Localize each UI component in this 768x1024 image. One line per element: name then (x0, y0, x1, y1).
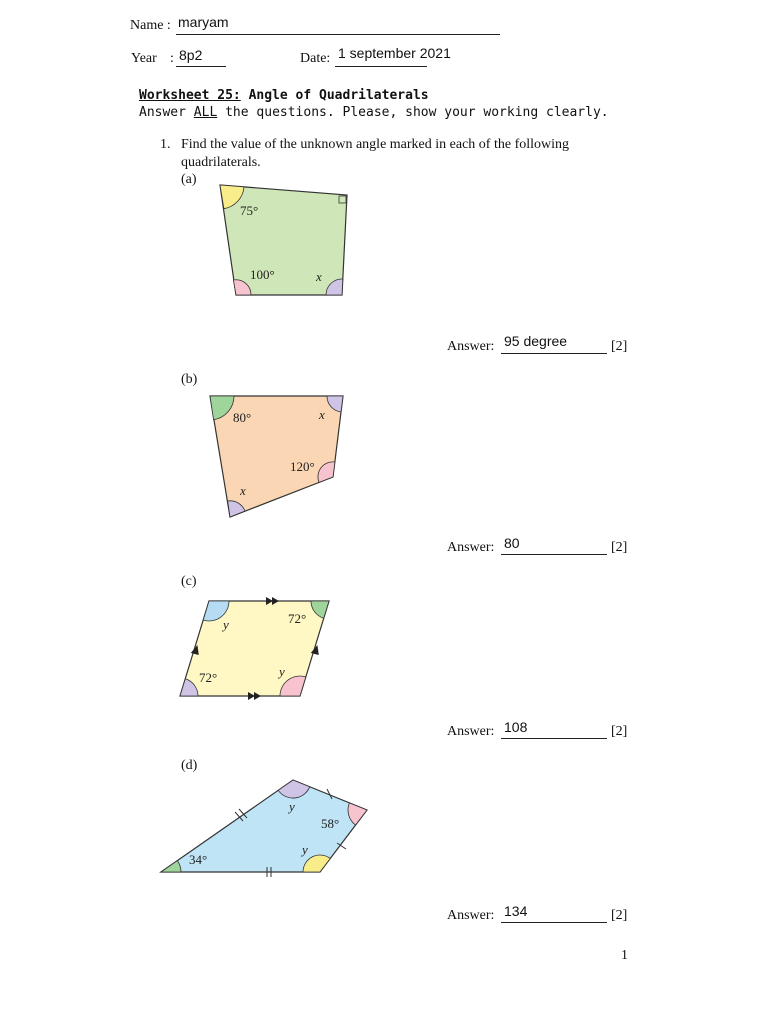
answer-a-marks: [2] (611, 339, 628, 354)
angle-label-d-y-bottom: y (302, 842, 308, 857)
part-c-label: (c) (181, 574, 197, 589)
answer-d-label: Answer: (447, 908, 495, 923)
angle-label-c-y-bottom: y (279, 664, 285, 679)
quad-a-shape (220, 185, 347, 295)
question-text-line2: quadrilaterals. (181, 155, 261, 170)
answer-c-line (501, 738, 607, 739)
instructions (139, 105, 609, 120)
instructions-suffix: the questions. Please, show your working clearly. (217, 105, 609, 120)
right-angle-marker-a (339, 196, 346, 203)
angle-label-b-x-top: x (319, 407, 325, 422)
answer-b-marks: [2] (611, 540, 628, 555)
figure-d-kite (155, 772, 375, 880)
question-number: 1. (160, 137, 171, 152)
angle-label-c-72-bottom: 72° (199, 670, 218, 685)
figure-b-quadrilateral (200, 390, 360, 525)
answer-c-value[interactable]: 108 (504, 719, 528, 735)
date-label: Date: (300, 51, 331, 66)
year-field-line (176, 66, 226, 67)
angle-label-d-34: 34° (189, 852, 208, 867)
year-colon: : (170, 51, 174, 66)
answer-d-value[interactable]: 134 (504, 903, 528, 919)
year-label: Year (131, 51, 157, 66)
answer-a-line (501, 353, 607, 354)
worksheet-heading (139, 88, 429, 103)
angle-arc-d-left (161, 861, 181, 872)
year-field-value[interactable]: 8p2 (179, 47, 203, 63)
angle-label-d-y-top: y (289, 799, 295, 814)
answer-b-value[interactable]: 80 (504, 535, 520, 551)
page-number: 1 (621, 948, 628, 963)
angle-label-b-120: 120° (290, 459, 315, 474)
instructions-all: ALL (193, 105, 218, 120)
part-b-label: (b) (181, 372, 198, 387)
name-field-line (176, 34, 500, 35)
angle-label-c-72-top: 72° (288, 611, 307, 626)
answer-a-label: Answer: (447, 339, 495, 354)
date-field-value[interactable]: 1 september 2021 (338, 45, 451, 61)
angle-label-b-x-bottom: x (240, 483, 246, 498)
answer-d-marks: [2] (611, 908, 628, 923)
answer-b-line (501, 554, 607, 555)
instructions-prefix: Answer (139, 105, 194, 120)
name-label: Name : (130, 18, 171, 33)
angle-label-b-80: 80° (233, 410, 252, 425)
angle-label-d-58: 58° (321, 816, 340, 831)
answer-d-line (501, 922, 607, 923)
angle-label-a-75: 75° (240, 203, 259, 218)
angle-label-a-x: x (316, 269, 322, 284)
date-field-line (335, 66, 427, 67)
question-text-line1: Find the value of the unknown angle marked in each of the following (181, 137, 570, 152)
answer-a-value[interactable]: 95 degree (504, 333, 568, 349)
answer-b-label: Answer: (447, 540, 495, 555)
part-a-label: (a) (181, 172, 197, 187)
figure-c-parallelogram (170, 592, 340, 707)
figure-a-quadrilateral (210, 180, 360, 300)
angle-label-c-y-top: y (223, 617, 229, 632)
answer-c-label: Answer: (447, 724, 495, 739)
angle-label-a-100: 100° (250, 267, 275, 282)
name-field-value[interactable]: maryam (178, 14, 229, 30)
answer-c-marks: [2] (611, 724, 628, 739)
part-d-label: (d) (181, 758, 198, 773)
worksheet-title: Angle of Quadrilaterals (248, 88, 429, 103)
worksheet-number: Worksheet 25: (139, 88, 241, 103)
